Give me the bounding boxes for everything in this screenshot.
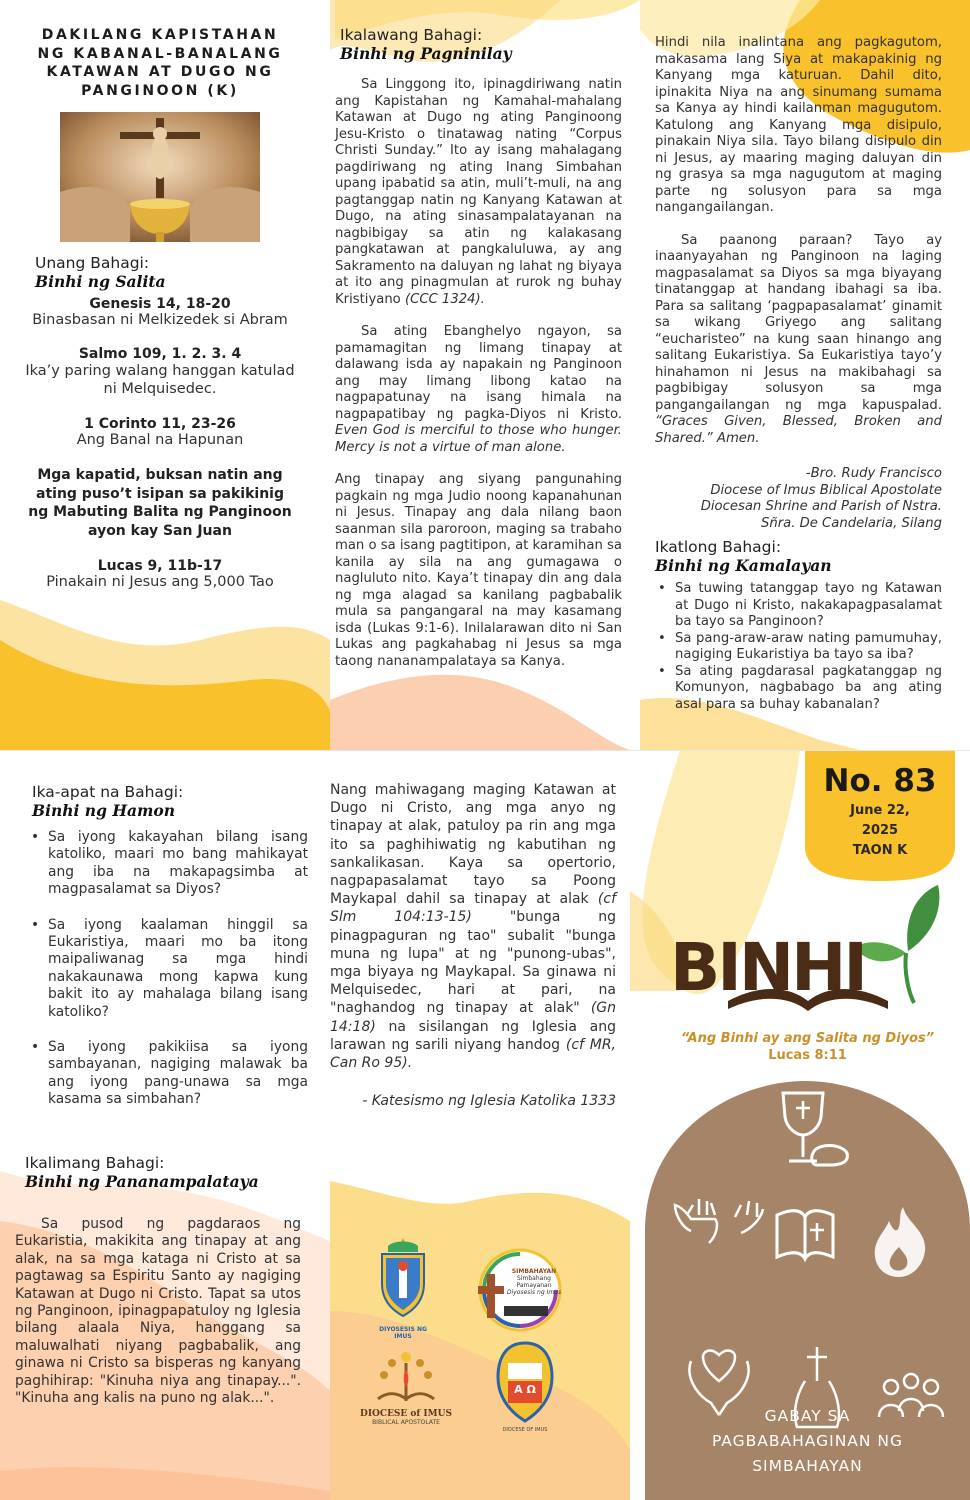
part5-label: Ikalimang Bahagi: [25,1154,165,1172]
gospel-ref: Lucas 9, 11b-17 [97,558,223,574]
reading-ref: Genesis 14, 18-20 [89,296,231,312]
part5-name: Binhi ng Pananampalataya [25,1172,259,1191]
gospel-intro: Mga kapatid, buksan natin ang ating puso’t isipan sa pakikinig ng Mabuting Balita ng Panginoon ayon kay San Juan [28,467,292,539]
part5-header [25,1154,310,1191]
reflection-text [335,77,622,686]
reflection-paragraph: Sa Linggong ito, ipinagdiriwang natin ang Kapistahan ng Kamahal-mahalang Katawan at Dugo ng ating Panginoong Jesu-Kristo o tinatawag nating “Corpus Christi Sunday.” Ito ay isang mahalagang pagdiriwang ng ating Inang Simbahan upang ipabatid sa atin, muli’t-muli, na ang pagtanggap natin ng Kanyang Katawan at Dugo, na ating sinasampalatayanan na nagbibigay sa atin ng kalakasang pangkatawan at pangkaluluwa, ay ang Sakramento na daluyan ng lahat ng biyaya at ito ang pinagmulan at rurok ng buhay Kristiyano [335,77,622,307]
leaflet-outside-panel [0,750,970,1500]
list-item: • Sa pang-araw-araw nating pamumuhay, nagiging Eukaristiya ba tayo sa iba? [655,631,942,664]
part3-label: Ikatlong Bahagi: [655,538,782,556]
catechism-source: - Katesismo ng Iglesia Katolika 1333 [362,1093,616,1109]
readings-list [25,296,295,590]
issue-date: June 22, [850,803,910,818]
gospel-desc: Pinakain ni Jesus ang 5,000 Tao [46,574,274,590]
binhi-logo [668,881,948,1021]
part4-name: Binhi ng Hamon [32,801,176,820]
reflection-paragraph: Hindi nila inalintana ang pagkagutom, makasama lang Siya at makapakinig ng Kanyang mga katuruan. Dahil dito, ipinakita Niya na ang sinumang sumama sa Kanya ay hindi kailanman magugutom. Katulong ang Kanyang mga disipulo, pinakain Niya sila. Tayo bilang disipulo din ni Jesus, ay maaring maging daluyan din ng grasya sa mga nagugutom at maging parte ng solusyon para sa mga nangangailangan. [655,35,942,215]
part4-questions [28,829,308,1109]
part3-questions [655,581,942,713]
brand-name: BINHI [670,929,865,1006]
issue-year: 2025 [861,823,899,838]
list-item: • Sa iyong kakayahan bilang isang katoliko, maari mo bang mahikayat ang iba na makapagsimba at magpasalamat sa Diyos? [28,829,308,899]
reflection-continued [655,35,942,463]
author-signature: -Bro. Rudy Francisco Diocese of Imus Biblical Apostolate Diocesan Shrine and Parish of Nstra. Sñra. De Candelaria, Silang [700,466,942,531]
catechism-citation: (cf Slm 104:13-15) [330,891,616,926]
catechism-citation: (cf MR, Can Ro 95). [330,1036,617,1072]
part2-header [340,26,625,63]
list-item: • Sa iyong kaalaman hinggil sa Eukaristiya, maari mo ba itong maipaliwanag sa mga hindi nakakaunawa mong kapwa kung bakit ito ay mahalaga bilang isang katoliko? [28,917,308,1021]
footer-title: GABAY SA PAGBABAHAGINAN NG SIMBAHAYAN [711,1407,904,1475]
issue-info [805,761,955,861]
part3-name: Binhi ng Kamalayan [655,556,832,575]
part1-section [35,254,305,291]
reflection-paragraph: Ang tinapay ang siyang pangunahing pagkain ng mga Judio noong kapanahunan ni Jesus. Tinapay ang dala nilang baon saanman sila paroroon, maging sa trabaho man o sa isang pagtitipon, at karamihan sa kanila ay sila na ang gumagawa o nagluluto nito. Kaya’t tinapay din ang dala ng mga alagad sa kanilang pagbabalik mula sa pangangaral na may kasamang isda (Lukas 9:1-6). Inilalarawan dito ni San Lukas ang pagkahabag ni Jesus sa mga taong nananampalataya sa Kanya. [335,472,622,669]
part4-label: Ika-apat na Bahagi: [32,783,184,801]
reflection-citation: (CCC 1324). [404,291,485,307]
corpus-christi-image [60,112,260,242]
ministry-catechesis-logo: Α Ω DIOCESE OF IMUS [494,1341,556,1441]
diocese-of-imus-logo: DIYOSESIS NG IMUS [372,1236,434,1336]
part1-label: Unang Bahagi: [35,254,150,272]
simbahayan-logo: SIMBAHAYAN Simbahang Pamayanan Diyosesis ng Imus [474,1246,566,1336]
reading-ref: 1 Corinto 11, 23-26 [84,416,236,432]
part2-label: Ikalawang Bahagi: [340,26,483,44]
liturgical-cycle: TAON K [852,843,908,858]
reflection-quote: “Graces Given, Blessed, Broken and Shared.” Amen. [655,414,942,446]
brand-tagline: “Ang Binhi ay ang Salita ng Diyos” Lucas 8:11 [680,1031,935,1063]
reflection-quote: Even God is merciful to those who hunger. Mercy is not a virtue of man alone. [335,423,622,455]
reading-ref: Salmo 109, 1. 2. 3. 4 [78,346,242,362]
part3-header [655,538,942,575]
catechism-citation: (Gn 14:18) [330,1000,617,1035]
reading-desc: Ang Banal na Hapunan [76,432,244,448]
reading-desc: Binasbasan ni Melkizedek si Abram [32,312,288,328]
issue-number: No. 83 [823,763,937,799]
list-item: • Sa tuwing tatanggap tayo ng Katawan at Dugo ni Kristo, nakakapagpasalamat ba tayo sa Panginoon? [655,581,942,631]
reflection-paragraph: Sa paanong paraan? Tayo ay inaanyayahan ng Panginoon na laging magpasalamat sa Diyos sa mga biyayang tinatanggap at handang ibahagi sa iba. Para sa salitang ‘pagpapasalamat’ ginamit sa wikang Griyego ang salitang “eucharisteo” na kung saan hinango ang salitang Eukaristiya. Sa Eukaristiya tayo’y hinahamon ni Jesus na makibahagi sa pagbibigay solusyon sa mga pangangailangan ng mga kapuspalad. [655,232,942,413]
list-item: • Sa iyong pakikiisa sa iyong sambayanan, nagiging malawak ba ang iyong pang-unawa sa mga kasama sa simbahan? [28,1039,308,1109]
catechism-text: Nang mahiwagang maging Katawan at Dugo ni Cristo, ang mga anyo ng tinapay at alak, patuloy pa rin ang mga ito sa paghihiwatig ng kabutihan ng sankalikasan. Kaya sa opertorio, nagpapasalamat tayo sa Poong Maykapal dahil sa tinapay at alak (cf Slm 104:13-15) "bunga ng pinagpaguran ng tao" subalit "bunga muna ng lupa" at ng "punong-ubas", mga biyaya ng Maykapal. Sa ginawa ni Melquisedec, hari at pari, na "naghandog ng tinapay at alak" (Gn 14:18) na sisilangan ng Iglesia ang larawan ng sarili niyang handog (cf MR, Can Ro 95). [330,782,617,1072]
reflection-paragraph: Sa ating Ebanghelyo ngayon, sa pamamagitan ng limang tinapay at dalawang isda ay napakain ng Panginoon ang may limang libong katao na nagpapatunay na isang himala na nagpapatibay ng pagka-Diyos ni Kristo. [335,324,622,422]
part4-header [32,783,307,820]
part5-text: Sa pusod ng pagdaraos ng Eukaristia, makikita ang tinapay at ang alak, na sa mga kataga ni Cristo at sa pagtawag sa Espiritu Santo ay nagiging Katawan at Dugo ni Cristo. Tapat sa utos ng Panginoon, ipinagpapatuloy ng Iglesia bilang alaala Niya, hanggang sa maluwalhati niyang pagbabalik, ang ginawa ni Cristo sa bisperas ng kanyang paghihirap: "Kinuha niya ang tinapay...". "Kinuha ang kalis na puno ng alak...". [15,1216,301,1407]
list-item: • Sa ating pagdarasal pagkatanggap ng Komunyon, nagbabago ba ang ating asal para sa buhay kabanalan? [655,664,942,714]
reading-desc: Ika’y paring walang hanggan katulad ni Melquisedec. [25,363,295,397]
biblical-apostolate-logo: DIOCESE of IMUS BIBLICAL APOSTOLATE [358,1343,454,1443]
part2-name: Binhi ng Pagninilay [340,44,512,63]
feast-title: DAKILANG KAPISTAHAN NG KABANAL-BANALANG KATAWAN AT DUGO NG PANGINOON (K) [37,27,283,99]
part1-name: Binhi ng Salita [35,272,166,291]
